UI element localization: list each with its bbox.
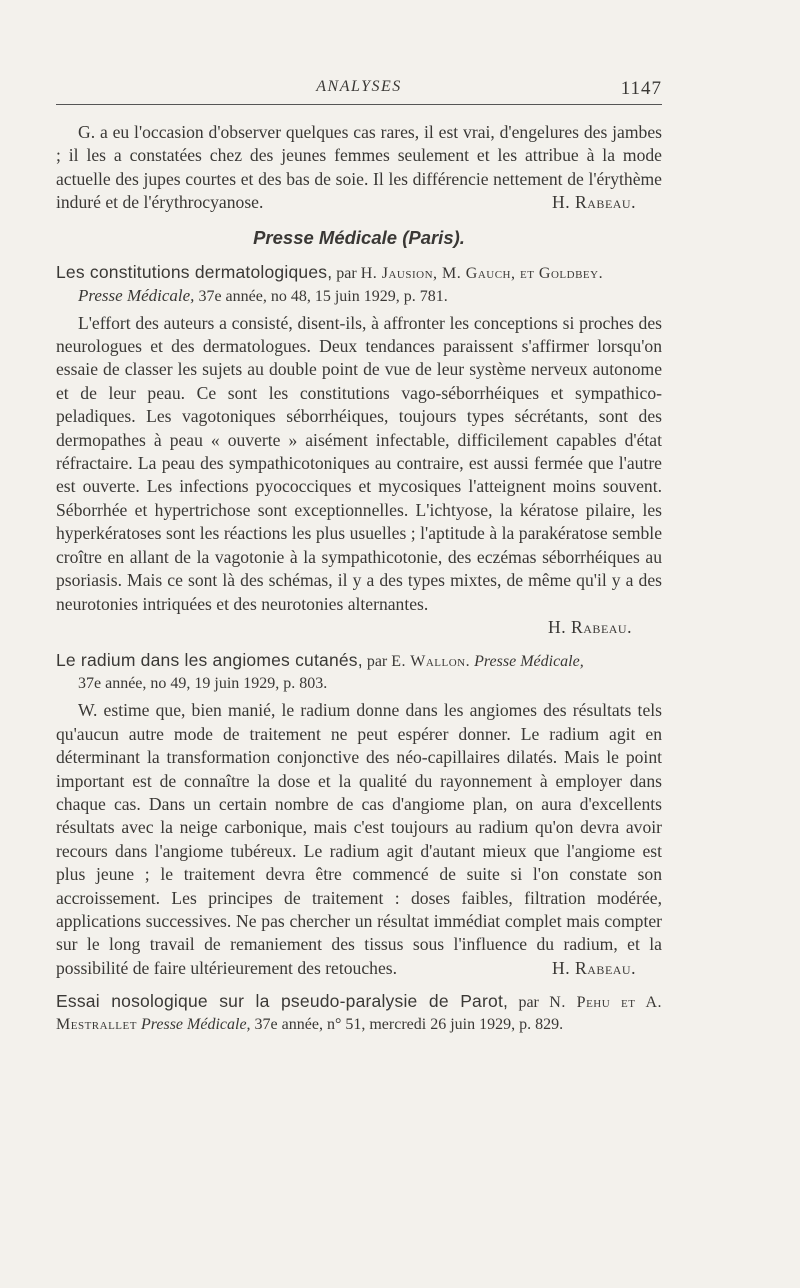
article-3-head xyxy=(56,990,662,1036)
section-title: Presse Médicale (Paris). xyxy=(253,226,465,248)
intro-text: G. a eu l'occasion d'observer quelques cas rares, il est vrai, d'engelures des jambes ; il les a constatées chez des jeunes femmes seulement et les attribue à la mode actuelle des jupes courtes et des bas de soie. Il les différencie nettement de l'érythème induré et de l'érythrocyanose. xyxy=(56,122,662,213)
page-header xyxy=(56,78,662,104)
article-2-body-text: W. estime que, bien manié, le radium donne dans les angiomes des résultats tels qu'aucun autre mode de traitement ne peut espérer donner. Le radium agit en déterminant la transformation conjonctive des néo-capillaires dilatés. Mais le point important est de connaître la dose et la qualité du rayonnement à employer dans chaque cas. Dans un certain nombre de cas d'angiome plan, on aura d'excellents résultats avec la neige carbonique, mais c'est toujours au radium qu'on devra avoir recours dans l'angiome tubéreux. Le radium agit d'autant mieux que l'angiome est plus jeune ; le traitement devra être commencé de suite si l'on constate son accroissement. Les principes de traitement : doses faibles, filtration modérée, applications successives. Ne pas chercher un résultat immédiat complet mais compter sur le long travail de remaniement des tissus sous l'influence du radium, et la possibilité de faire ultérieurement des retouches. xyxy=(56,700,662,978)
article-2-title: Le radium dans les angiomes cutanés, xyxy=(56,650,363,671)
article-3-authors: N. Pehu et A. Mestrallet xyxy=(56,994,663,1034)
page xyxy=(56,78,662,1040)
header-rule xyxy=(56,104,662,105)
intro-signature: H. Rabeau. xyxy=(552,192,636,213)
page-number: 1147 xyxy=(620,78,662,99)
article-1-par: par xyxy=(336,264,357,282)
article-1-title: Les constitutions dermatologiques, xyxy=(56,261,333,282)
running-head: ANALYSES xyxy=(316,78,402,95)
article-2-journal: Presse Médicale, xyxy=(474,653,584,671)
article-2-head xyxy=(56,649,662,695)
article-1-head xyxy=(56,261,662,308)
article-3-par: par xyxy=(518,994,539,1012)
article-2-body xyxy=(56,699,662,980)
article-1-authors: H. Jausion, M. Gauch, et Goldbey. xyxy=(360,264,604,282)
article-3-journal: Presse Médicale, xyxy=(140,1016,251,1034)
article-3-citation: 37e année, n° 51, mercredi 26 juin 1929, p. 829. xyxy=(254,1016,564,1034)
article-1-journal: Presse Médicale, xyxy=(78,285,195,305)
article-2-signature: H. Rabeau. xyxy=(552,957,636,978)
article-3-title: Essai nosologique sur la pseudo-paralysie de Parot, xyxy=(56,991,509,1012)
article-2-authors: E. Wallon. xyxy=(391,653,471,671)
article-2-citation: 37e année, no 49, 19 juin 1929, p. 803. xyxy=(78,675,328,693)
article-1-citation: 37e année, no 48, 15 juin 1929, p. 781. xyxy=(198,287,448,305)
article-2-par: par xyxy=(366,653,388,671)
article-1-body: L'effort des auteurs a consisté, disent-ils, à affronter les conceptions si proches des neurologues et des dermatologues. Deux tendances paraissent s'affirmer lorsqu'on essaie de classer les sujets au double point de vue de leur système nerveux autonome et de leur peau. Ce sont les constitutions vago-séborrhéiques et sympathico-peladiques. Les vagotoniques séborrhéiques, toujours types sécrétants, sont des dermopathes à peau « ouverte » aisément infectable, difficilement capables d'état réfractaire. La peau des sympathicotoniques au contraire, est aussi fermée que l'autre est ouverte. Les infections pyococciques et mycosiques l'atteignent moins souvent. Séborrhée et hypertrichose sont exceptionnelles. L'ichtyose, la kératose pilaire, les hyperkératoses sont les réactions les plus usuelles ; l'aptitude à la parakératose semble croître en allant de la vagotonie à la sympathicotonie, des eczémas séborrhéiques au psoriasis. Mais ce sont là des schémas, il y a des types mixtes, de même qu'il y a des neurotonies intriquées et des neurotonies alternantes. xyxy=(56,312,662,614)
article-1-signature: H. Rabeau. xyxy=(548,616,632,637)
intro-paragraph xyxy=(56,121,662,215)
